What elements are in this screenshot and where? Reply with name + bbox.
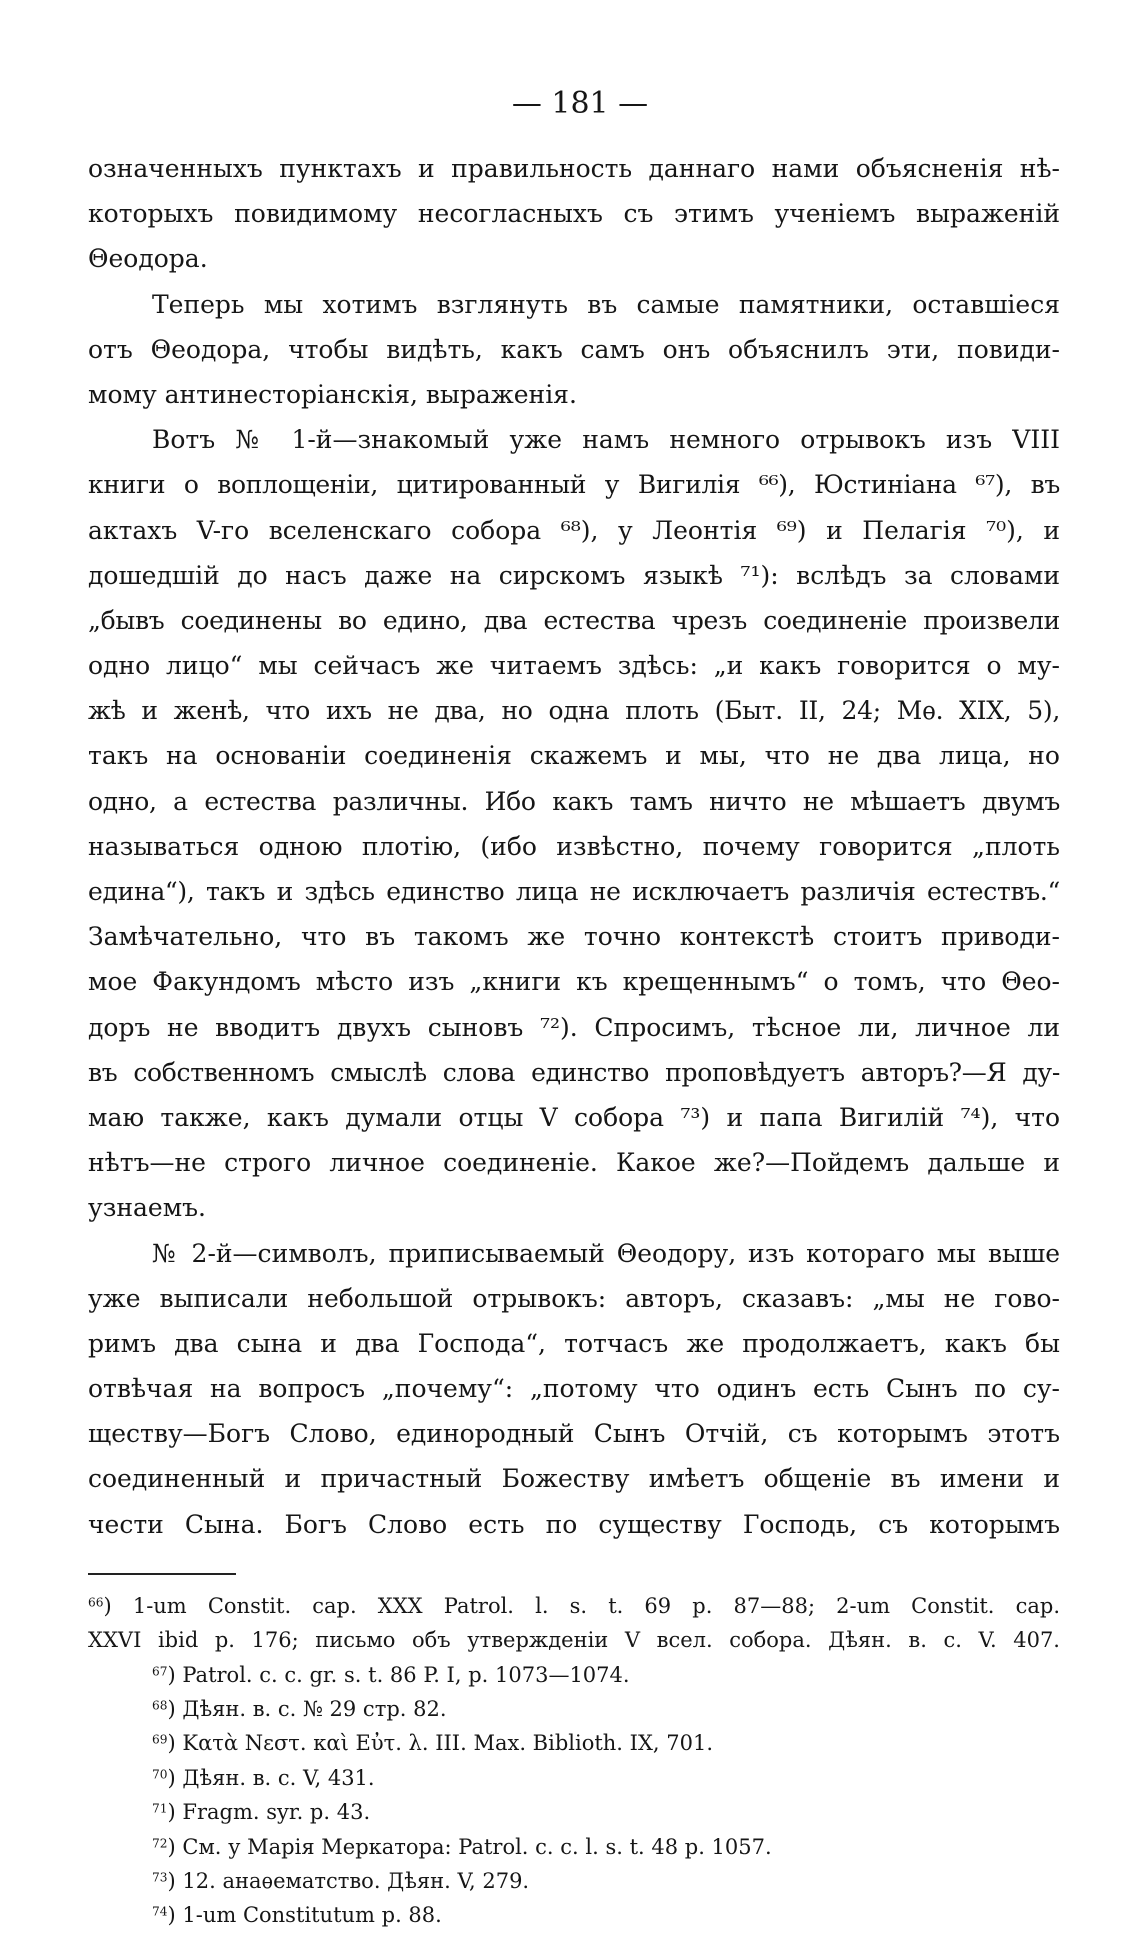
text-line: отвѣчая на вопросъ „почему“: „потому что одинъ есть Сынъ по су- bbox=[88, 1374, 1060, 1404]
page-number: — 181 — bbox=[511, 86, 649, 121]
text-line: „бывъ соединены во едино, два естества чрезъ соединеніе произвели bbox=[88, 605, 1060, 635]
body-text bbox=[88, 146, 1060, 1547]
text-line: актахъ V-го вселенскаго собора ⁶⁸), у Леонтія ⁶⁹) и Пелагія ⁷⁰), и bbox=[88, 515, 1060, 545]
footnote-number: 67 bbox=[152, 1663, 168, 1678]
text-line: чести Сына. Богъ Слово есть по существу Господь, съ которымъ bbox=[88, 1509, 1060, 1539]
footnote-number: 70 bbox=[152, 1767, 168, 1782]
footnote: $^{73}$) 12. анаѳематство. Дѣян. V, 279. bbox=[152, 1868, 530, 1893]
text-line: ществу—Богъ Слово, единородный Сынъ Отчій, съ которымъ этотъ bbox=[88, 1419, 1060, 1449]
footnote-text: XXVI ibid p. 176; письмо объ утвержденіи V всел. собора. Дѣян. в. с. V. 407. bbox=[88, 1628, 1060, 1653]
footnote-divider bbox=[88, 1573, 236, 1575]
footnote: $^{71}$) Fragm. syr. p. 43. bbox=[152, 1800, 371, 1825]
footnotes bbox=[88, 1589, 1060, 1933]
footnote-text: Patrol. c. c. gr. s. t. 86 P. I, p. 1073—1074. bbox=[182, 1662, 630, 1687]
text-line: дошедшій до насъ даже на сирскомъ языкѣ ⁷¹): вслѣдъ за словами bbox=[88, 560, 1060, 590]
footnote: $^{74}$) 1-um Constitutum p. 88. bbox=[152, 1903, 442, 1928]
footnote: $^{70}$) Дѣян. в. с. V, 431. bbox=[152, 1765, 375, 1790]
text-line: Вотъ № 1-й—знакомый уже намъ немного отрывокъ изъ VIII bbox=[152, 425, 1060, 455]
footnote-text: Дѣян. в. с. № 29 стр. 82. bbox=[182, 1696, 447, 1721]
text-line: Θеодора. bbox=[88, 244, 208, 274]
text-line: въ собственномъ смыслѣ слова единство проповѣдуетъ авторъ?—Я ду- bbox=[88, 1057, 1060, 1087]
footnote-text: Fragm. syr. p. 43. bbox=[182, 1800, 371, 1825]
footnote-text: 12. анаѳематство. Дѣян. V, 279. bbox=[182, 1868, 530, 1893]
text-line: мое Факундомъ мѣсто изъ „книги къ крещеннымъ“ о томъ, что Θео- bbox=[88, 967, 1060, 997]
text-line: Замѣчательно, что въ такомъ же точно контекстѣ стоитъ приводи- bbox=[88, 922, 1060, 952]
text-line: римъ два сына и два Господа“, тотчасъ же продолжаетъ, какъ бы bbox=[88, 1328, 1060, 1358]
footnote-text: См. у Марія Меркатора: Patrol. c. c. l. s. t. 48 p. 1057. bbox=[182, 1834, 772, 1859]
text-line: узнаемъ. bbox=[88, 1193, 207, 1223]
footnote-number: 68 bbox=[152, 1698, 168, 1713]
footnote-number: 71 bbox=[152, 1801, 168, 1816]
text-line: едина“), такъ и здѣсь единство лица не исключаетъ различія естествъ.“ bbox=[88, 877, 1060, 906]
footnote: $^{66}$) 1-um Constit. cap. XXX Patrol. l. s. t. 69 p. 87—88; 2-um Constit. cap. bbox=[88, 1593, 1060, 1618]
footnote-number: 69 bbox=[152, 1732, 168, 1747]
text-line: доръ не вводитъ двухъ сыновъ ⁷²). Спросимъ, тѣсное ли, личное ли bbox=[88, 1012, 1060, 1042]
footnote-number: 72 bbox=[152, 1835, 168, 1850]
footnote-text: Дѣян. в. с. V, 431. bbox=[182, 1765, 375, 1790]
footnote-number: 74 bbox=[152, 1904, 168, 1919]
text-line: жѣ и женѣ, что ихъ не два, но одна плоть (Быт. II, 24; Мѳ. XIX, 5), bbox=[88, 696, 1060, 726]
text-line: означенныхъ пунктахъ и правильность даннаго нами объясненія нѣ- bbox=[88, 154, 1060, 183]
text-line: такъ на основаніи соединенія скажемъ и мы, что не два лица, но bbox=[88, 741, 1060, 771]
document-page bbox=[88, 84, 1060, 1933]
footnote-text: Κατὰ Νεστ. καὶ Εὐτ. λ. III. Max. Biblioth. IX, 701. bbox=[182, 1731, 714, 1756]
footnote-number: 66 bbox=[88, 1595, 104, 1610]
text-line: № 2-й—символъ, приписываемый Θеодору, изъ котораго мы выше bbox=[152, 1238, 1060, 1268]
footnote-text: 1-um Constit. cap. XXX Patrol. l. s. t. 69 p. 87—88; 2-um Constit. cap. bbox=[132, 1593, 1060, 1618]
text-line: одно, а естества различны. Ибо какъ тамъ ничто не мѣшаетъ двумъ bbox=[88, 786, 1060, 816]
text-line: нѣтъ—не строго личное соединеніе. Какое же?—Пойдемъ дальше и bbox=[88, 1148, 1060, 1178]
text-line: одно лицо“ мы сейчасъ же читаемъ здѣсь: „и какъ говорится о му- bbox=[88, 651, 1060, 681]
text-line: которыхъ повидимому несогласныхъ съ этимъ ученіемъ выраженій bbox=[88, 199, 1060, 229]
footnote: $^{69}$) Κατὰ Νεστ. καὶ Εὐτ. λ. III. Max. Biblioth. IX, 701. bbox=[152, 1731, 714, 1756]
footnote: $^{68}$) Дѣян. в. с. № 29 стр. 82. bbox=[152, 1696, 447, 1721]
text-line: маю также, какъ думали отцы V собора ⁷³) и папа Вигилій ⁷⁴), что bbox=[88, 1102, 1060, 1132]
text-line: Теперь мы хотимъ взглянуть въ самые памятники, оставшіеся bbox=[152, 289, 1060, 319]
text-line: уже выписали небольшой отрывокъ: авторъ, сказавъ: „мы не гово- bbox=[88, 1283, 1060, 1313]
footnote-number: 73 bbox=[152, 1870, 168, 1885]
text-line: соединенный и причастный Божеству имѣетъ общеніе въ имени и bbox=[88, 1464, 1060, 1494]
footnote-text: 1-um Constitutum p. 88. bbox=[182, 1903, 442, 1928]
footnote-continuation bbox=[88, 1623, 1060, 1657]
text-line: называться одною плотію, (ибо извѣстно, почему говорится „плоть bbox=[88, 831, 1060, 861]
text-line: отъ Θеодора, чтобы видѣть, какъ самъ онъ объяснилъ эти, повиди- bbox=[88, 334, 1060, 364]
text-line: книги о воплощеніи, цитированный у Вигилія ⁶⁶), Юстиніана ⁶⁷), въ bbox=[88, 470, 1060, 500]
footnote: $^{72}$) См. у Марія Меркатора: Patrol. c. c. l. s. t. 48 p. 1057. bbox=[152, 1834, 772, 1859]
footnote: $^{67}$) Patrol. c. c. gr. s. t. 86 P. I, p. 1073—1074. bbox=[152, 1662, 630, 1687]
text-line: мому антинесторіанскія, выраженія. bbox=[88, 379, 577, 409]
